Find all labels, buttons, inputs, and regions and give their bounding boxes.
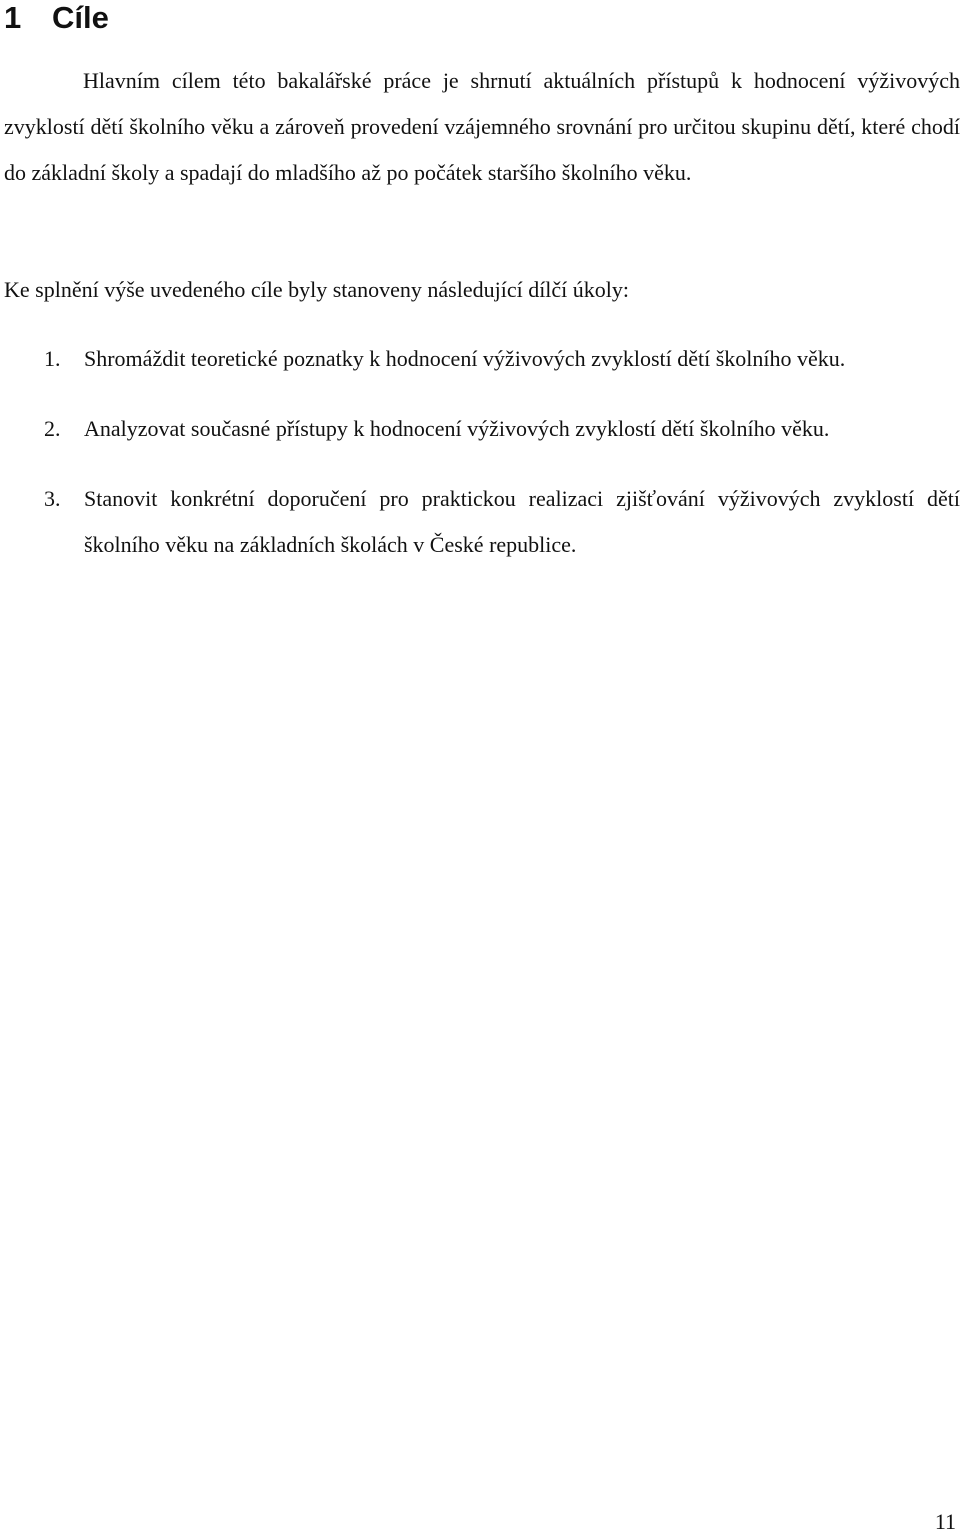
subgoal-text: Analyzovat současné přístupy k hodnocení výživových zvyklostí dětí školního věku.	[84, 416, 830, 441]
subgoal-number: 3.	[44, 486, 61, 511]
subgoal-number: 2.	[44, 416, 61, 441]
subgoals-list	[0, 336, 960, 592]
intro-paragraph: Hlavním cílem této bakalářské práce je shrnutí aktuálních přístupů k hodnocení výživových zvyklostí dětí školního věku a zároveň provedení vzájemného srovnání pro určitou skupinu dětí, které chodí do základní školy a spadají do mladšího až po počátek staršího školního věku.	[4, 68, 960, 185]
page-number: 11	[934, 1509, 956, 1534]
subgoal-text: Shromáždit teoretické poznatky k hodnocení výživových zvyklostí dětí školního věku.	[84, 346, 846, 371]
subgoal-item	[0, 406, 960, 452]
subgoal-number: 1.	[44, 346, 61, 371]
subgoal-text: Stanovit konkrétní doporučení pro praktickou realizaci zjišťování výživových zvyklostí dětí školního věku na základních školách v České republice.	[84, 486, 960, 557]
chapter-number: 1	[4, 0, 22, 35]
chapter-title: Cíle	[52, 0, 109, 35]
subgoal-item	[0, 476, 960, 568]
subgoal-item	[0, 336, 960, 382]
chapter-heading	[4, 0, 109, 36]
subgoals-intro-paragraph: Ke splnění výše uvedeného cíle byly stanoveny následující dílčí úkoly:	[4, 277, 630, 302]
